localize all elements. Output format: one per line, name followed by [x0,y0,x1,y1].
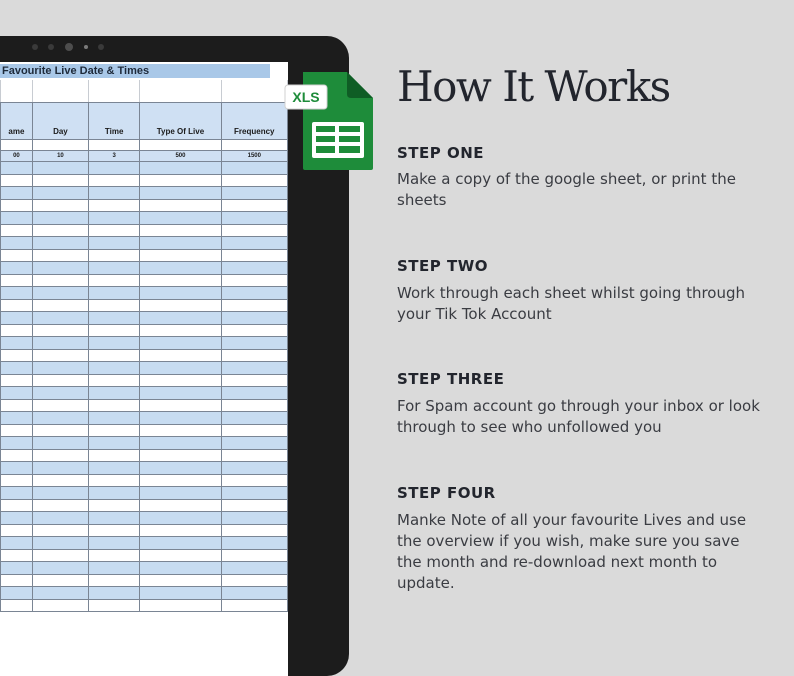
cell[interactable] [1,399,33,412]
table-row [1,287,288,300]
cell[interactable] [221,524,287,537]
table-row [1,274,288,287]
cell[interactable] [32,349,88,362]
cell[interactable] [88,324,139,337]
cell[interactable] [88,599,139,612]
gap-row [1,140,288,151]
cell[interactable] [1,362,33,375]
camera-bar [0,36,349,58]
cell[interactable] [32,287,88,300]
cell[interactable] [32,537,88,550]
cell[interactable] [32,512,88,525]
table-row [1,587,288,600]
column-header[interactable]: Type Of Live [140,103,221,140]
spacer-row [1,80,288,103]
cell[interactable] [221,262,287,275]
cell[interactable] [32,324,88,337]
table-row [1,499,288,512]
table-row [1,412,288,425]
cell[interactable] [88,140,139,151]
cell[interactable] [1,140,33,151]
step-three-title: STEP THREE [397,370,505,388]
cell[interactable] [221,274,287,287]
column-header[interactable]: Day [32,103,88,140]
step-two-title: STEP TWO [397,257,489,275]
cell[interactable] [1,337,33,350]
cell[interactable] [221,412,287,425]
cell[interactable] [88,337,139,350]
table-row [1,212,288,225]
sensor-dot [48,44,54,50]
cell[interactable] [221,587,287,600]
cell[interactable] [1,187,33,200]
cell[interactable] [1,437,33,450]
table-row [1,387,288,400]
cell[interactable] [88,224,139,237]
xls-label: XLS [292,89,320,105]
cell[interactable] [1,249,33,262]
cell[interactable]: 500 [140,151,221,162]
spreadsheet-grid [0,80,288,612]
cell[interactable] [1,224,33,237]
table-row [1,349,288,362]
table-row [1,524,288,537]
cell[interactable] [88,212,139,225]
cell[interactable] [221,287,287,300]
cell[interactable] [88,80,139,103]
cell[interactable] [88,162,139,175]
cell[interactable] [1,562,33,575]
cell[interactable] [140,287,221,300]
cell[interactable] [1,412,33,425]
step-three-body: For Spam account go through your inbox or look through to see who unfollowed you [397,397,760,436]
cell[interactable] [88,187,139,200]
table-row [1,399,288,412]
cell[interactable] [140,424,221,437]
cell[interactable] [32,312,88,325]
cell[interactable] [32,262,88,275]
cell[interactable] [88,174,139,187]
cell[interactable] [221,387,287,400]
cell[interactable] [140,474,221,487]
cell[interactable] [221,337,287,350]
cell[interactable] [1,162,33,175]
cell[interactable] [1,387,33,400]
cell[interactable] [88,437,139,450]
cell[interactable] [32,199,88,212]
indicator-light [84,45,88,49]
page-heading: How It Works [397,62,670,111]
cell[interactable] [88,349,139,362]
cell[interactable] [88,299,139,312]
cell[interactable] [32,474,88,487]
cell[interactable] [88,262,139,275]
cell[interactable] [221,299,287,312]
cell[interactable] [221,249,287,262]
cell[interactable] [1,374,33,387]
table-row [1,199,288,212]
cell[interactable] [140,187,221,200]
cell[interactable] [221,237,287,250]
cell[interactable] [32,362,88,375]
cell[interactable] [88,562,139,575]
cell[interactable] [221,562,287,575]
cell[interactable] [88,274,139,287]
cell[interactable] [1,424,33,437]
cell[interactable] [32,599,88,612]
cell[interactable] [140,199,221,212]
cell[interactable] [140,212,221,225]
cell[interactable] [221,212,287,225]
cell[interactable] [1,287,33,300]
cell[interactable] [140,80,221,103]
cell[interactable] [88,374,139,387]
cell[interactable] [140,599,221,612]
cell[interactable] [32,499,88,512]
cell[interactable] [1,237,33,250]
column-header[interactable]: ame [1,103,33,140]
cell[interactable] [221,80,287,103]
table-row [1,324,288,337]
step-one-body: Make a copy of the google sheet, or print the sheets [397,170,736,209]
cell[interactable] [221,537,287,550]
table-row [1,174,288,187]
cell[interactable] [1,462,33,475]
cell[interactable] [88,574,139,587]
cell[interactable] [32,237,88,250]
cell[interactable] [221,599,287,612]
cell[interactable] [221,174,287,187]
cell[interactable] [140,374,221,387]
cell[interactable] [32,574,88,587]
cell[interactable] [140,574,221,587]
cell[interactable] [32,412,88,425]
cell[interactable] [88,412,139,425]
table-row [1,374,288,387]
cell[interactable] [32,274,88,287]
cell[interactable] [221,462,287,475]
cell[interactable] [88,512,139,525]
step-one-title: STEP ONE [397,144,485,162]
cell[interactable] [140,549,221,562]
sensor-dot [32,44,38,50]
column-header[interactable]: Frequency [221,103,287,140]
cell[interactable] [140,224,221,237]
table-row [1,337,288,350]
sheet-title: Favourite Live Date & Times [0,64,270,78]
cell[interactable] [32,337,88,350]
column-header[interactable]: Time [88,103,139,140]
cell[interactable]: 3 [88,151,139,162]
cell[interactable] [32,224,88,237]
cell[interactable] [221,499,287,512]
spreadsheet-table [0,80,288,612]
value-row [1,151,288,162]
table-row [1,299,288,312]
cell[interactable] [140,499,221,512]
cell[interactable] [140,524,221,537]
table-row [1,312,288,325]
cell[interactable]: 00 [1,151,33,162]
cell[interactable] [1,474,33,487]
cell[interactable] [32,140,88,151]
cell[interactable] [1,499,33,512]
header-row [1,103,288,140]
cell[interactable] [32,437,88,450]
cell[interactable] [221,374,287,387]
cell[interactable] [1,262,33,275]
cell[interactable] [140,449,221,462]
table-row [1,537,288,550]
cell[interactable] [32,374,88,387]
cell[interactable] [140,349,221,362]
step-two-body: Work through each sheet whilst going through your Tik Tok Account [397,284,746,323]
cell[interactable] [140,437,221,450]
step-four-body: Manke Note of all your favourite Lives and use the overview if you wish, make sure you save the month and re-download next month to update. [397,511,747,592]
table-row [1,424,288,437]
cell[interactable] [88,287,139,300]
cell[interactable] [221,574,287,587]
cell[interactable] [32,80,88,103]
cell[interactable] [1,537,33,550]
cell[interactable] [221,199,287,212]
cell[interactable] [140,362,221,375]
table-row [1,437,288,450]
cell[interactable] [32,174,88,187]
cell[interactable] [221,437,287,450]
cell[interactable] [221,349,287,362]
cell[interactable] [1,587,33,600]
cell[interactable] [1,212,33,225]
cell[interactable] [140,337,221,350]
cell[interactable] [32,562,88,575]
cell[interactable] [1,274,33,287]
cell[interactable] [32,549,88,562]
cell[interactable] [221,162,287,175]
cell[interactable] [88,249,139,262]
camera-lens [65,43,73,51]
cell[interactable] [32,587,88,600]
cell[interactable] [1,80,33,103]
cell[interactable] [140,237,221,250]
tablet-screen [0,62,288,676]
cell[interactable] [32,162,88,175]
cell[interactable] [32,524,88,537]
cell[interactable] [1,199,33,212]
cell[interactable] [88,587,139,600]
cell[interactable] [32,399,88,412]
cell[interactable] [32,249,88,262]
cell[interactable] [32,449,88,462]
cell[interactable] [1,324,33,337]
cell[interactable] [32,299,88,312]
cell[interactable] [88,199,139,212]
table-row [1,162,288,175]
cell[interactable] [88,237,139,250]
cell[interactable]: 10 [32,151,88,162]
cell[interactable] [221,312,287,325]
table-row [1,487,288,500]
cell[interactable] [140,587,221,600]
cell[interactable] [88,474,139,487]
table-row [1,224,288,237]
cell[interactable] [88,499,139,512]
cell[interactable] [88,399,139,412]
cell[interactable] [221,324,287,337]
table-row [1,574,288,587]
cell[interactable] [221,487,287,500]
cell[interactable] [140,162,221,175]
cell[interactable] [1,524,33,537]
sensor-dot [98,44,104,50]
cell[interactable] [1,299,33,312]
cell[interactable] [221,549,287,562]
google-sheets-xls-icon [283,72,375,170]
cell[interactable] [1,487,33,500]
cell[interactable] [1,349,33,362]
cell[interactable] [140,562,221,575]
cell[interactable] [140,387,221,400]
cell[interactable] [221,187,287,200]
cell[interactable] [32,424,88,437]
table-row [1,249,288,262]
cell[interactable] [140,399,221,412]
cell[interactable] [88,549,139,562]
cell[interactable] [88,537,139,550]
cell[interactable] [88,362,139,375]
cell[interactable] [88,462,139,475]
cell[interactable] [1,549,33,562]
table-row [1,362,288,375]
cell[interactable] [140,312,221,325]
cell[interactable] [221,449,287,462]
cell[interactable] [32,212,88,225]
table-row [1,512,288,525]
table-row [1,237,288,250]
step-four-title: STEP FOUR [397,484,496,502]
table-row [1,562,288,575]
cell[interactable] [140,462,221,475]
cell[interactable] [32,187,88,200]
cell[interactable] [140,299,221,312]
cell[interactable] [88,387,139,400]
cell[interactable] [1,312,33,325]
table-row [1,449,288,462]
cell[interactable] [140,487,221,500]
cell[interactable] [32,487,88,500]
table-row [1,549,288,562]
table-row [1,599,288,612]
cell[interactable] [1,512,33,525]
cell[interactable] [1,174,33,187]
cell[interactable] [88,487,139,500]
cell[interactable] [88,424,139,437]
table-row [1,262,288,275]
cell[interactable] [1,449,33,462]
cell[interactable] [140,412,221,425]
cell[interactable] [140,537,221,550]
cell[interactable] [221,399,287,412]
cell[interactable] [88,524,139,537]
cell[interactable] [140,174,221,187]
cell[interactable] [32,462,88,475]
cell[interactable] [221,474,287,487]
cell[interactable] [140,512,221,525]
cell[interactable] [140,262,221,275]
cell[interactable] [221,362,287,375]
cell[interactable] [221,140,287,151]
cell[interactable] [1,599,33,612]
cell[interactable] [88,312,139,325]
cell[interactable] [88,449,139,462]
cell[interactable] [1,574,33,587]
cell[interactable] [221,424,287,437]
cell[interactable] [140,274,221,287]
table-row [1,187,288,200]
cell[interactable] [140,140,221,151]
table-row [1,474,288,487]
cell[interactable] [221,512,287,525]
table-row [1,462,288,475]
cell[interactable] [32,387,88,400]
cell[interactable] [221,224,287,237]
cell[interactable] [140,324,221,337]
cell[interactable] [140,249,221,262]
cell[interactable]: 1500 [221,151,287,162]
